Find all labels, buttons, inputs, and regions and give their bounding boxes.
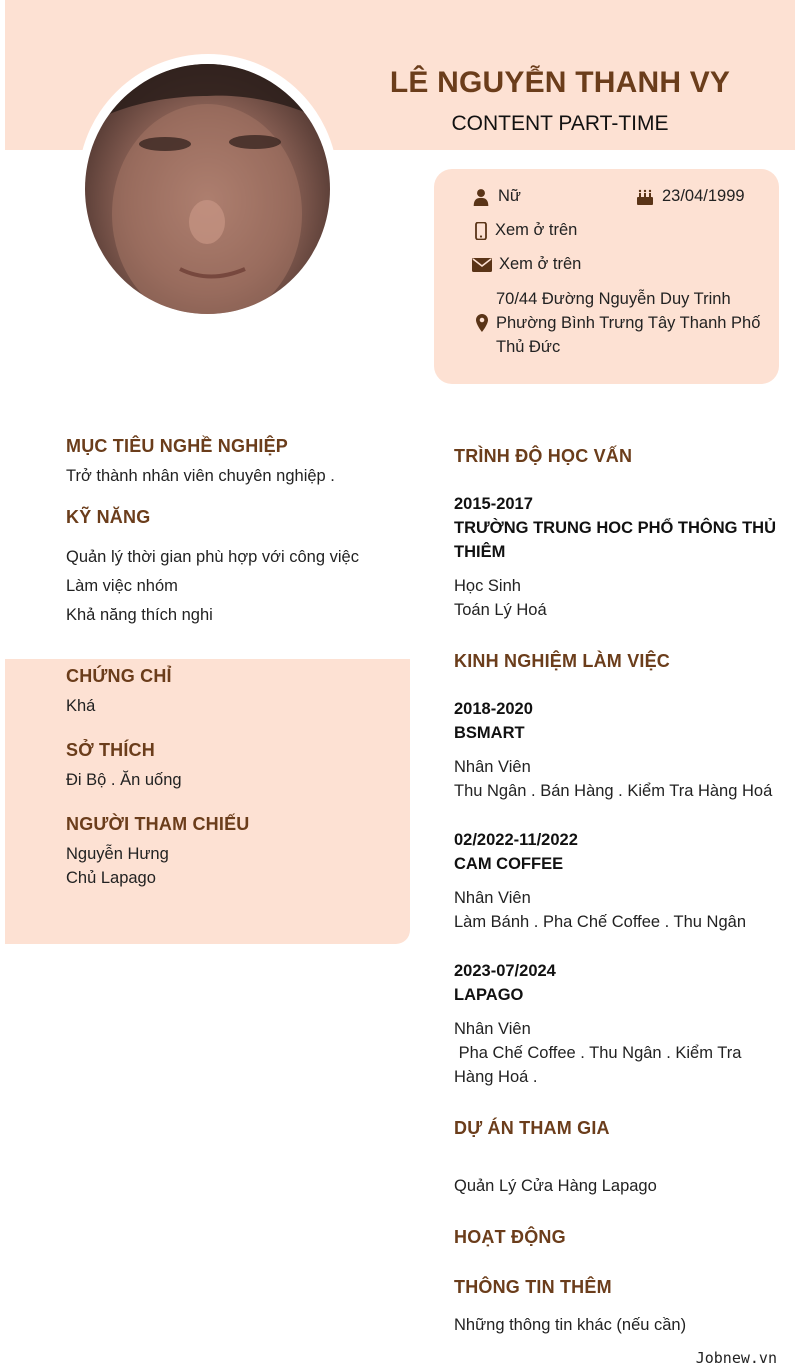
job-title: CONTENT PART-TIME — [451, 112, 669, 135]
address-line: Phường Bình Trưng Tây Thanh Phố — [496, 314, 761, 332]
extra-info-heading: THÔNG TIN THÊM — [454, 1277, 612, 1297]
hobbies-heading: SỞ THÍCH — [66, 740, 155, 760]
education-role: Học Sinh — [454, 577, 521, 595]
projects-text: Quản Lý Cửa Hàng Lapago — [454, 1177, 657, 1195]
reference-line: Chủ Lapago — [66, 869, 156, 887]
birthday-cake-icon — [636, 188, 654, 206]
job-period: 02/2022-11/2022 — [454, 831, 578, 849]
skill-item: Quản lý thời gian phù hợp với công việc — [66, 548, 359, 566]
certificates-text: Khá — [66, 697, 96, 715]
references-heading: NGƯỜI THAM CHIẾU — [66, 814, 250, 834]
address-line: Thủ Đức — [496, 338, 561, 356]
job-detail: Thu Ngân . Bán Hàng . Kiểm Tra Hàng Hoá — [454, 782, 773, 800]
birthdate-row — [636, 187, 745, 206]
experience-heading: KINH NGHIỆM LÀM VIỆC — [454, 651, 671, 671]
email-value: Xem ở trên — [499, 255, 582, 273]
envelope-icon — [472, 256, 492, 274]
email-row — [472, 255, 581, 274]
gender-row — [472, 187, 521, 206]
projects-heading: DỰ ÁN THAM GIA — [454, 1118, 610, 1138]
education-period: 2015-2017 — [454, 495, 533, 513]
activities-heading: HOẠT ĐỘNG — [454, 1227, 566, 1247]
hobbies-text: Đi Bộ . Ăn uống — [66, 771, 182, 789]
user-icon — [472, 188, 490, 206]
school-name: THIÊM — [454, 543, 506, 561]
job-company: BSMART — [454, 724, 525, 742]
job-role: Nhân Viên — [454, 1020, 531, 1038]
candidate-name: LÊ NGUYỄN THANH VY — [389, 66, 731, 99]
reference-line: Nguyễn Hưng — [66, 845, 169, 863]
job-period: 2018-2020 — [454, 700, 533, 718]
job-role: Nhân Viên — [454, 889, 531, 907]
phone-row — [472, 221, 577, 240]
mobile-phone-icon — [472, 222, 490, 240]
job-role: Nhân Viên — [454, 758, 531, 776]
avatar-photo — [85, 64, 330, 314]
avatar — [85, 64, 330, 314]
job-company: LAPAGO — [454, 986, 524, 1004]
skill-item: Khả năng thích nghi — [66, 606, 213, 624]
education-heading: TRÌNH ĐỘ HỌC VẤN — [454, 446, 633, 466]
map-marker-icon — [474, 314, 490, 332]
phone-value: Xem ở trên — [495, 221, 578, 239]
job-company: CAM COFFEE — [454, 855, 564, 873]
address-line: 70/44 Đường Nguyễn Duy Trinh — [496, 290, 731, 308]
address — [496, 287, 771, 359]
birthdate-value: 23/04/1999 — [662, 187, 745, 205]
objective-text: Trở thành nhân viên chuyên nghiệp . — [66, 467, 335, 485]
job-detail: Làm Bánh . Pha Chế Coffee . Thu Ngân — [454, 913, 746, 931]
extra-info-text: Những thông tin khác (nếu cần) — [454, 1316, 687, 1334]
job-detail: Pha Chế Coffee . Thu Ngân . Kiểm Tra — [454, 1044, 742, 1062]
job-period: 2023-07/2024 — [454, 962, 556, 980]
certificates-heading: CHỨNG CHỈ — [66, 666, 172, 686]
objective-heading: MỤC TIÊU NGHỀ NGHIỆP — [66, 436, 289, 456]
school-name: TRƯỜNG TRUNG HOC PHỔ THÔNG THỦ — [454, 519, 776, 537]
gender-value: Nữ — [498, 187, 521, 205]
education-detail: Toán Lý Hoá — [454, 601, 547, 619]
watermark: Jobnew.vn — [695, 1349, 777, 1367]
skills-heading: KỸ NĂNG — [66, 507, 151, 527]
skill-item: Làm việc nhóm — [66, 577, 178, 595]
job-detail: Hàng Hoá . — [454, 1068, 538, 1086]
